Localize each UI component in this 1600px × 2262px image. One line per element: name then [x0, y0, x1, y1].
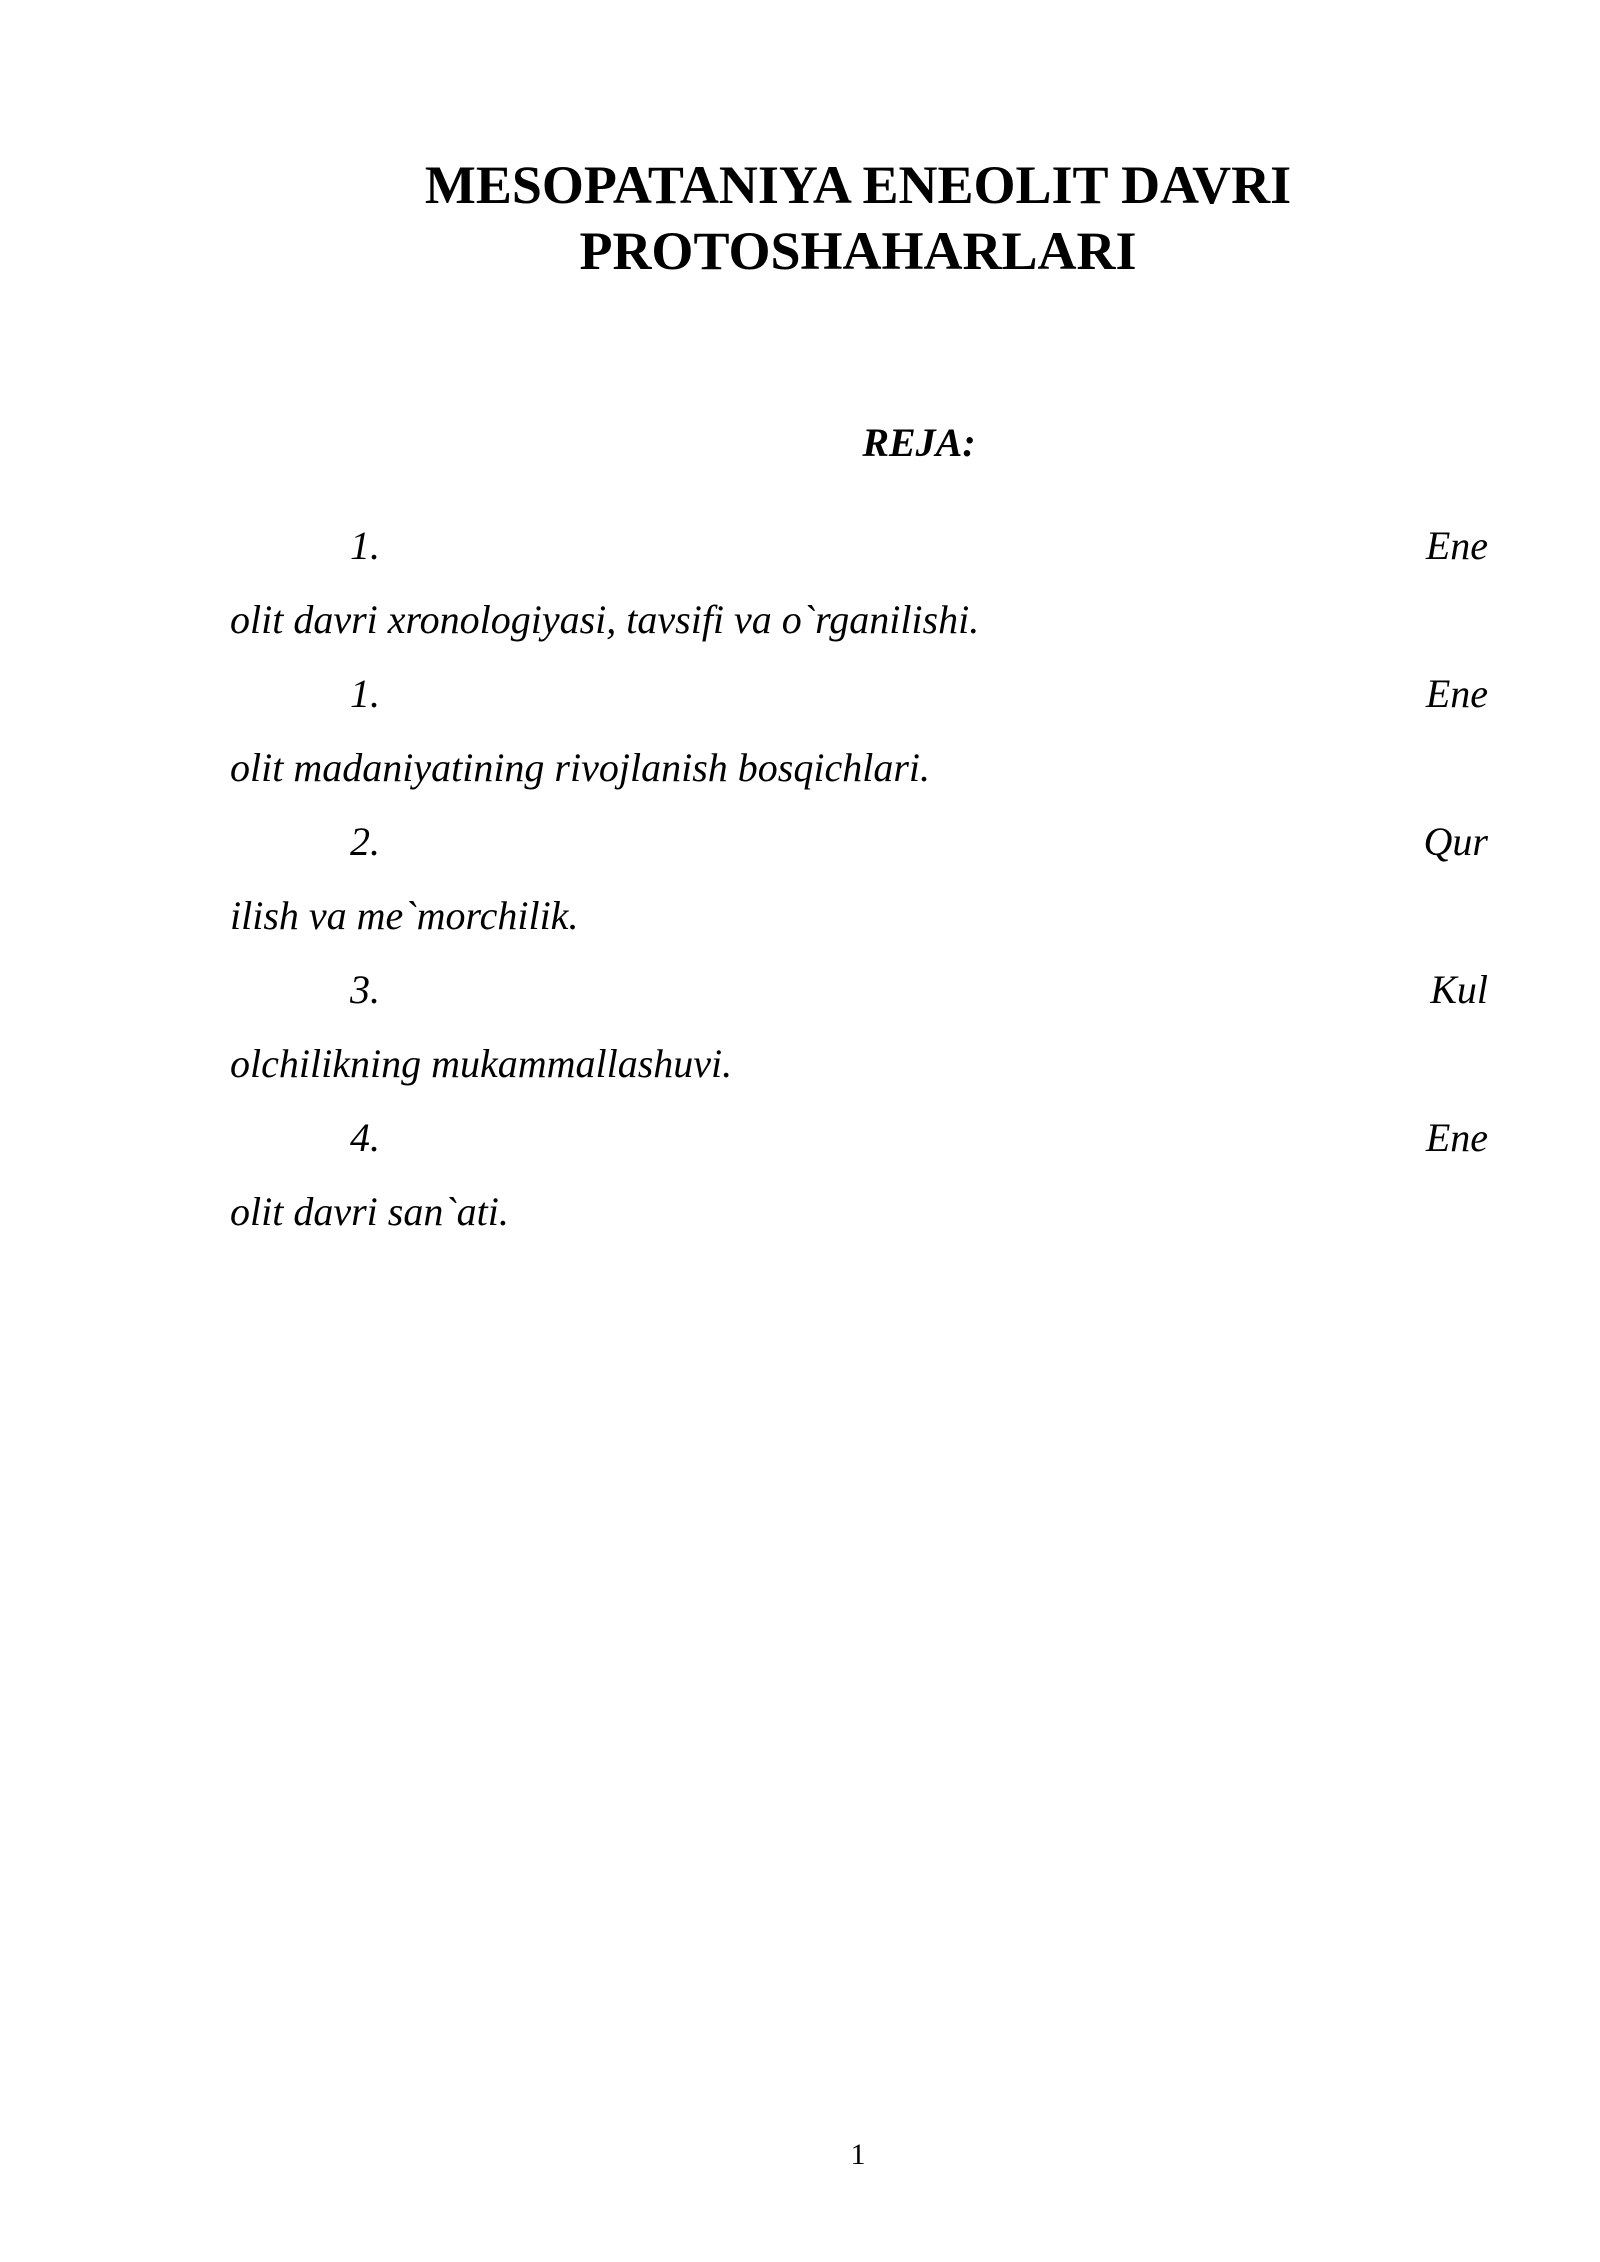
plan-item-number: 2.: [350, 819, 380, 864]
plan-item: [230, 1109, 1488, 1257]
plan-item: [230, 813, 1488, 961]
plan-item: [230, 665, 1488, 813]
plan-item-fragment: Ene: [1425, 1115, 1488, 1160]
plan-item-number: 4.: [350, 1115, 380, 1160]
document-title: [0, 152, 1600, 284]
plan-item-fragment: Qur: [1423, 819, 1488, 864]
plan-item-text: olit davri xronologiyasi, tavsifi va o`rganilishi.: [230, 597, 980, 642]
plan-item-number: 1.: [350, 671, 380, 716]
title-line-1: MESOPATANIYA ENEOLIT DAVRI: [424, 155, 1292, 215]
plan-item-text: olit madaniyatining rivojlanish bosqichlari.: [230, 745, 930, 790]
plan-item-number: 3.: [350, 967, 380, 1012]
plan-item-fragment: Ene: [1425, 671, 1488, 716]
plan-item-text: olit davri san`ati.: [230, 1189, 509, 1234]
plan-item-text: ilish va me`morchilik.: [230, 893, 579, 938]
plan-item-number: 1.: [350, 523, 380, 568]
page-number: 1: [850, 2138, 866, 2171]
plan-list: [230, 517, 1488, 1257]
title-line-2: PROTOSHAHARLARI: [579, 221, 1137, 281]
plan-item-text: olchilikning mukammallashuvi.: [230, 1041, 733, 1086]
plan-item-fragment: Ene: [1425, 523, 1488, 568]
plan-item: [230, 961, 1488, 1109]
plan-heading: REJA:: [862, 420, 976, 465]
plan-item: [230, 517, 1488, 665]
plan-item-fragment: Kul: [1430, 967, 1488, 1012]
